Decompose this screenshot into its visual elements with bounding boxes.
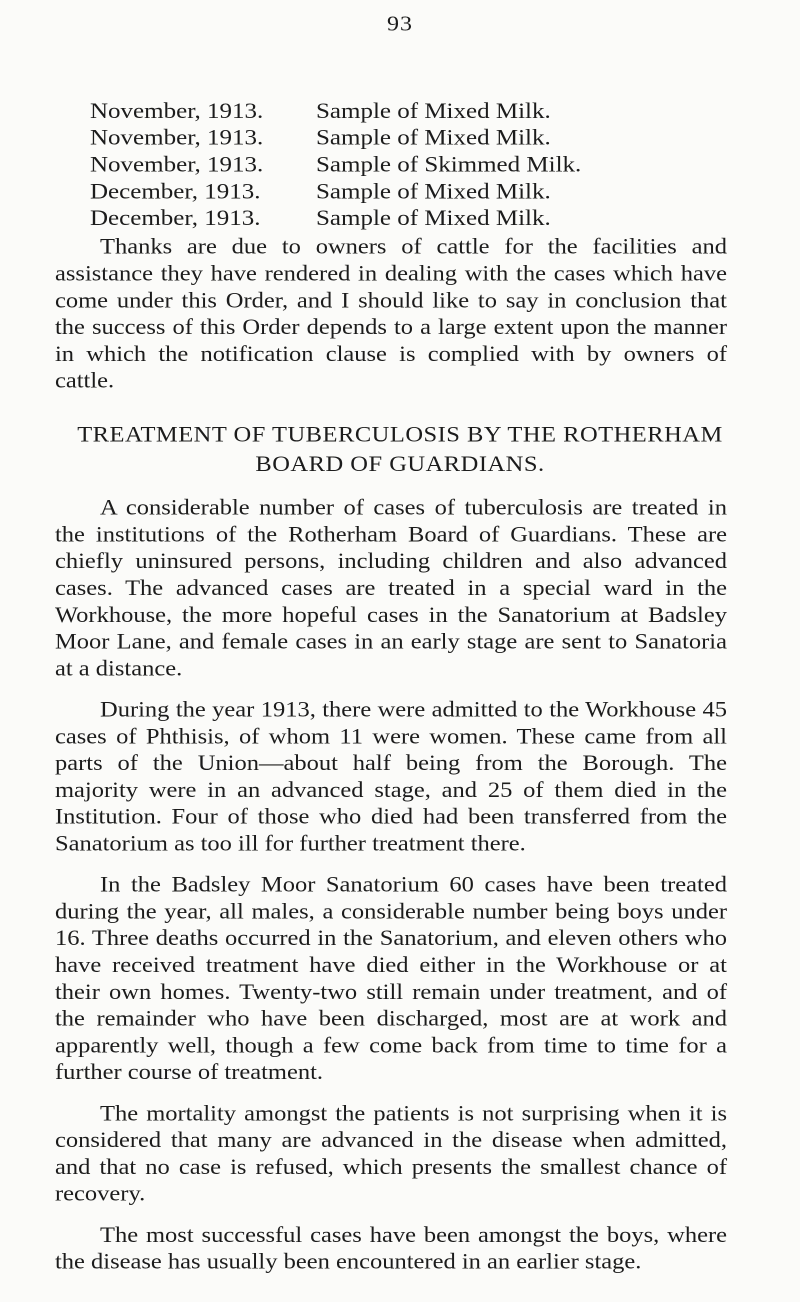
sample-description: Sample of Mixed Milk. (316, 125, 551, 151)
sample-date: December, 1913. (90, 206, 261, 231)
sample-row (90, 205, 581, 232)
body-paragraph: A considerable number of cases of tuberculosis are treated in the institutions of the Rotherham Board of Guardians. These are chiefly uninsured persons, including children and also advanced cases. The advanced cases are treated in a special ward in the Workhouse, the more hopeful cases in the Sanatorium at Badsley Moor Lane, and female cases in an early stage are sent to Sanatoria at a distance. (55, 495, 727, 681)
page-number: 93 (387, 12, 413, 36)
sample-row (90, 98, 581, 125)
section-heading-line: BOARD OF GUARDIANS. (255, 452, 545, 477)
sample-date: November, 1913. (90, 99, 264, 124)
sample-description: Sample of Skimmed Milk. (316, 152, 582, 177)
sample-date: November, 1913. (90, 125, 264, 151)
section-heading (55, 420, 745, 479)
thanks-paragraph: Thanks are due to owners of cattle for the facilities and assistance they have rendered in dealing with the cases which have come under this Order, and I should like to say in conclusion that the success of this Order depends to a large extent upon the manner in which the notification clause is complied with by owners of cattle. (55, 234, 727, 394)
sample-description: Sample of Mixed Milk. (316, 179, 551, 204)
section-heading-line: TREATMENT OF TUBERCULOSIS BY THE ROTHERHAM (77, 422, 723, 447)
sample-date: November, 1913. (90, 152, 264, 177)
body-paragraph: In the Badsley Moor Sanatorium 60 cases have been treated during the year, all males, a considerable number being boys under 16. Three deaths occurred in the Sanatorium, and eleven others who have received treatment have died either in the Workhouse or at their own homes. Twenty-two still remain under treatment, and of the remainder who have been discharged, most are at work and apparently well, though a few come back from time to time for a further course of treatment. (55, 872, 727, 1085)
sample-description: Sample of Mixed Milk. (316, 206, 551, 231)
sample-row (90, 152, 581, 179)
sample-row (90, 125, 581, 152)
body-paragraph: The mortality amongst the patients is not surprising when it is considered that many are advanced in the disease when admitted, and that no case is refused, which presents the smallest chance of recovery. (55, 1101, 727, 1207)
sample-list (90, 98, 581, 232)
sample-description: Sample of Mixed Milk. (316, 99, 551, 124)
body-paragraph: The most successful cases have been amongst the boys, where the disease has usually been encountered in an earlier stage. (55, 1222, 727, 1274)
body-paragraph: During the year 1913, there were admitted to the Workhouse 45 cases of Phthisis, of whom 11 were women. These came from all parts of the Union—about half being from the Borough. The majority were in an advanced stage, and 25 of them died in the Institution. Four of those who died had been transferred from the Sanatorium as too ill for further treatment there. (55, 697, 727, 856)
sample-date: December, 1913. (90, 179, 261, 204)
sample-row (90, 179, 581, 206)
